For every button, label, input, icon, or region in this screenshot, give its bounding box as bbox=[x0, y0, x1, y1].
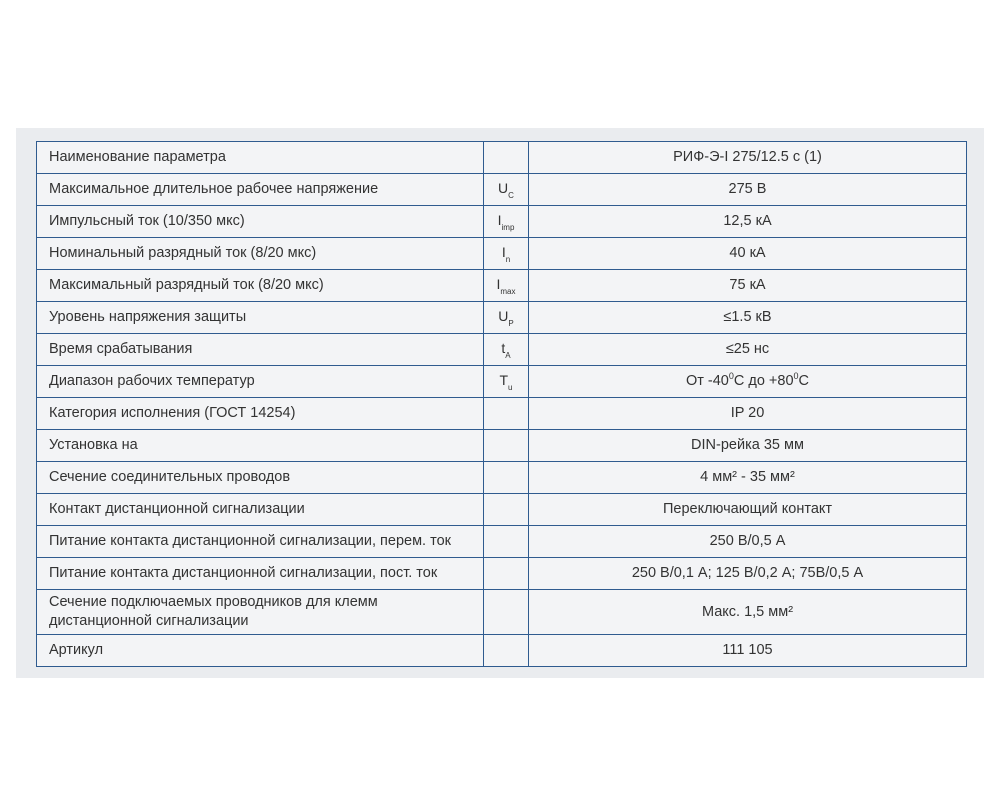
param-value: DIN-рейка 35 мм bbox=[529, 430, 967, 462]
degree-mark: 0 bbox=[793, 371, 799, 382]
temp-value-unit: С bbox=[798, 373, 810, 389]
param-symbol bbox=[484, 238, 529, 270]
symbol-subscript: n bbox=[505, 255, 511, 264]
param-symbol bbox=[484, 302, 529, 334]
table-row bbox=[37, 635, 967, 667]
symbol-subscript: imp bbox=[501, 223, 515, 232]
table-row bbox=[37, 398, 967, 430]
param-symbol bbox=[484, 494, 529, 526]
table-row bbox=[37, 526, 967, 558]
param-name: Питание контакта дистанционной сигнализации, пост. ток bbox=[37, 558, 484, 590]
table-row bbox=[37, 430, 967, 462]
table-row bbox=[37, 494, 967, 526]
table-row bbox=[37, 462, 967, 494]
table-row bbox=[37, 270, 967, 302]
param-value: 40 кА bbox=[529, 238, 967, 270]
param-symbol bbox=[484, 635, 529, 667]
symbol-letter: U bbox=[498, 180, 509, 196]
param-value: 75 кА bbox=[529, 270, 967, 302]
symbol-subscript: max bbox=[500, 287, 516, 296]
table-row bbox=[37, 302, 967, 334]
spec-table bbox=[36, 141, 967, 667]
param-value: 111 105 bbox=[529, 635, 967, 667]
param-symbol bbox=[484, 334, 529, 366]
param-name: Уровень напряжения защиты bbox=[37, 302, 484, 334]
table-row bbox=[37, 590, 967, 635]
symbol-letter: T bbox=[499, 372, 509, 388]
param-symbol bbox=[484, 174, 529, 206]
param-value: IP 20 bbox=[529, 398, 967, 430]
param-value: 4 мм² - 35 мм² bbox=[529, 462, 967, 494]
param-symbol bbox=[484, 270, 529, 302]
param-value: Переключающий контакт bbox=[529, 494, 967, 526]
temp-value-from: От -40 bbox=[685, 373, 729, 389]
param-value: 250 В/0,5 А bbox=[529, 526, 967, 558]
param-name: Артикул bbox=[37, 635, 484, 667]
param-value: Макс. 1,5 мм² bbox=[529, 590, 967, 635]
symbol-subscript: P bbox=[508, 319, 514, 328]
param-symbol bbox=[484, 526, 529, 558]
param-symbol bbox=[484, 590, 529, 635]
param-value bbox=[529, 366, 967, 398]
param-value: ≤25 нс bbox=[529, 334, 967, 366]
param-name: Максимальное длительное рабочее напряжение bbox=[37, 174, 484, 206]
param-value: 250 В/0,1 А; 125 В/0,2 А; 75В/0,5 А bbox=[529, 558, 967, 590]
param-symbol bbox=[484, 398, 529, 430]
param-name: Установка на bbox=[37, 430, 484, 462]
table-row bbox=[37, 142, 967, 174]
degree-mark: 0 bbox=[728, 371, 734, 382]
param-name: Импульсный ток (10/350 мкс) bbox=[37, 206, 484, 238]
param-symbol bbox=[484, 430, 529, 462]
param-symbol bbox=[484, 206, 529, 238]
param-name: Время срабатывания bbox=[37, 334, 484, 366]
param-symbol bbox=[484, 558, 529, 590]
param-name: Категория исполнения (ГОСТ 14254) bbox=[37, 398, 484, 430]
param-name: Питание контакта дистанционной сигнализации, перем. ток bbox=[37, 526, 484, 558]
param-value: 12,5 кА bbox=[529, 206, 967, 238]
param-value: ≤1.5 кВ bbox=[529, 302, 967, 334]
param-value: РИФ-Э-I 275/12.5 с (1) bbox=[529, 142, 967, 174]
symbol-letter: I bbox=[501, 244, 506, 260]
symbol-subscript: C bbox=[508, 191, 514, 200]
param-symbol bbox=[484, 366, 529, 398]
param-name bbox=[37, 590, 484, 635]
symbol-letter: U bbox=[498, 308, 509, 324]
symbol-letter: t bbox=[501, 340, 506, 356]
param-symbol bbox=[484, 142, 529, 174]
param-name: Наименование параметра bbox=[37, 142, 484, 174]
param-name: Максимальный разрядный ток (8/20 мкс) bbox=[37, 270, 484, 302]
symbol-subscript: u bbox=[508, 383, 513, 392]
symbol-letter: I bbox=[497, 212, 502, 228]
param-value: 275 В bbox=[529, 174, 967, 206]
param-name: Диапазон рабочих температур bbox=[37, 366, 484, 398]
table-row bbox=[37, 174, 967, 206]
table-row bbox=[37, 206, 967, 238]
symbol-subscript: A bbox=[505, 351, 511, 360]
temp-value-mid: С до +80 bbox=[733, 373, 794, 389]
table-row bbox=[37, 334, 967, 366]
param-symbol bbox=[484, 462, 529, 494]
param-name-line: Сечение подключаемых проводников для клемм bbox=[49, 594, 378, 610]
table-row bbox=[37, 366, 967, 398]
param-name: Контакт дистанционной сигнализации bbox=[37, 494, 484, 526]
param-name-line: дистанционной сигнализации bbox=[49, 613, 249, 629]
symbol-letter: I bbox=[496, 276, 501, 292]
table-row bbox=[37, 558, 967, 590]
param-name: Номинальный разрядный ток (8/20 мкс) bbox=[37, 238, 484, 270]
param-name: Сечение соединительных проводов bbox=[37, 462, 484, 494]
table-row bbox=[37, 238, 967, 270]
